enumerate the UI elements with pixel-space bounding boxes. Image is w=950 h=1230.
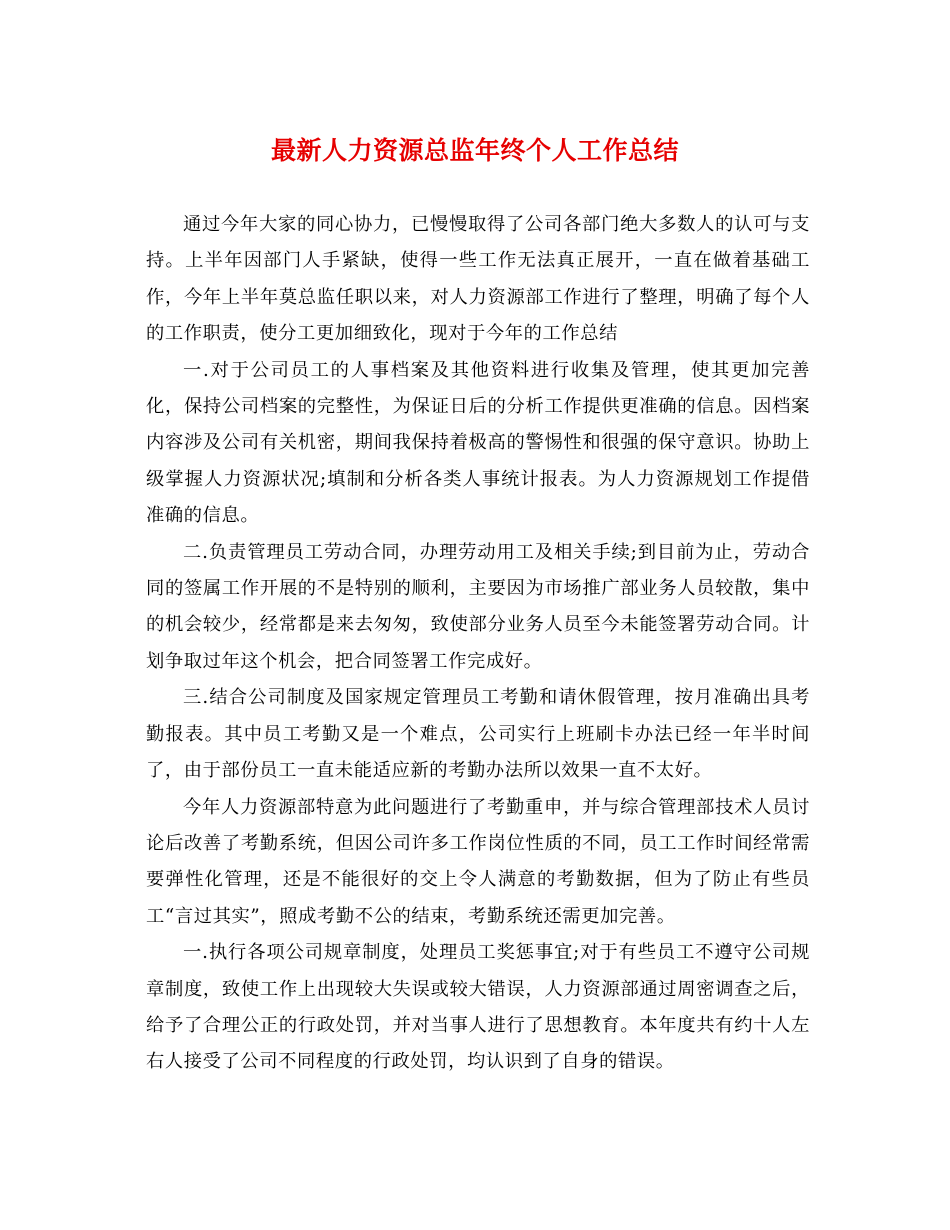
paragraph-attendance-followup: 今年人力资源部特意为此问题进行了考勤重申，并与综合管理部技术人员讨论后改善了考勤系统，但因公司许多工作岗位性质的不同，员工工作时间经常需要弹性化管理，还是不能很好的交上令人满意的考勤数据，但为了防止有些员工“言过其实”，照成考勤不公的结束，考勤系统还需更加完善。 — [146, 796, 810, 927]
paragraph-item-archives: 一.对于公司员工的人事档案及其他资料进行收集及管理，使其更加完善化，保持公司档案的完整性，为保证日后的分析工作提供更准确的信息。因档案内容涉及公司有关机密，期间我保持着极高的警惕性和很强的保守意识。协助上级掌握人力资源状况;填制和分析各类人事统计报表。为人力资源规划工作提借准确的信息。 — [146, 359, 810, 527]
paragraph-item-attendance: 三.结合公司制度及国家规定管理员工考勤和请休假管理，按月准确出具考勤报表。其中员工考勤又是一个难点，公司实行上班刷卡办法已经一年半时间了，由于部份员工一直未能适应新的考勤办法所以效果一直不太好。 — [146, 687, 810, 782]
paragraph-item-contracts: 二.负责管理员工劳动合同，办理劳动用工及相关手续;到目前为止，劳动合同的签属工作开展的不是特别的顺利，主要因为市场推广部业务人员较散，集中的机会较少，经常都是来去匆匆，致使部分业务人员至今未能签署劳动合同。计划争取过年这个机会，把合同签署工作完成好。 — [146, 541, 810, 672]
document-body — [146, 207, 810, 1081]
document-title: 最新人力资源总监年终个人工作总结 — [270, 136, 679, 165]
paragraph-intro: 通过今年大家的同心协力，已慢慢取得了公司各部门绝大多数人的认可与支持。上半年因部门人手紧缺，使得一些工作无法真正展开，一直在做着基础工作，今年上半年莫总监任职以来，对人力资源部工作进行了整理，明确了每个人的工作职责，使分工更加细致化，现对于今年的工作总结 — [146, 214, 810, 345]
paragraph-item-discipline: 一.执行各项公司规章制度，处理员工奖惩事宜;对于有些员工不遵守公司规章制度，致使工作上出现较大失误或较大错误，人力资源部通过周密调查之后，给予了合理公正的行政处罚，并对当事人进行了思想教育。本年度共有约十人左右人接受了公司不同程度的行政处罚，均认识到了自身的错误。 — [146, 942, 810, 1073]
